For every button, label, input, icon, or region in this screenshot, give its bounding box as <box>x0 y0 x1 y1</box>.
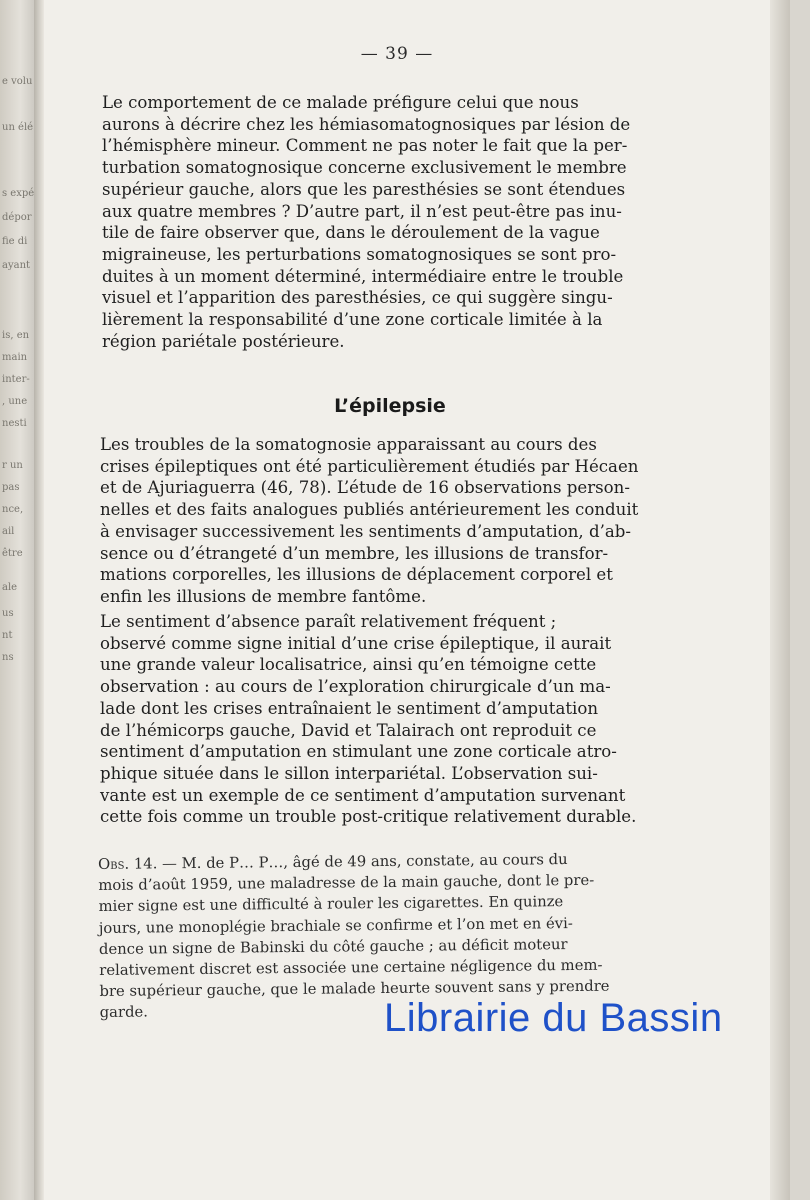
text-line: une grande valeur localisatrice, ainsi qu’en témoigne cette <box>100 655 597 675</box>
prev-page-fragment: ail <box>2 526 15 537</box>
prev-page-fragment: is, en <box>2 330 30 341</box>
text-line: sentiment d’amputation en stimulant une zone corticale atro- <box>100 742 617 762</box>
text-line: mations corporelles, les illusions de déplacement corporel et <box>100 565 613 585</box>
text-line: sence ou d’étrangeté d’un membre, les illusions de transfor- <box>100 543 609 563</box>
text-line: migraineuse, les perturbations somatognosiques se sont pro- <box>102 244 617 264</box>
prev-page-fragment: pas <box>2 482 20 493</box>
text-line: vante est un exemple de ce sentiment d’amputation survenant <box>100 785 626 805</box>
text-line: aurons à décrire chez les hémiasomatognosiques par lésion de <box>102 114 631 134</box>
prev-page-fragment: , une <box>2 396 28 407</box>
page-number: — 39 — <box>360 44 434 64</box>
text-line: tile de faire observer que, dans le déroulement de la vague <box>102 223 600 243</box>
previous-page-edge <box>0 0 34 1200</box>
text-line: lade dont les crises entraînaient le sentiment d’amputation <box>100 698 599 718</box>
observation-line: mier signe est une difficulté à rouler les cigarettes. En quinze <box>98 893 564 916</box>
text-line: cette fois comme un trouble post-critique relativement durable. <box>100 807 637 827</box>
text-line: turbation somatognosique concerne exclusivement le membre <box>102 158 627 178</box>
text-line: et de Ajuriaguerra (46, 78). L’étude de 16 observations person- <box>100 478 630 498</box>
prev-page-fragment: us <box>2 608 14 619</box>
prev-page-fragment: dépor <box>2 212 32 223</box>
observation-line: garde. <box>99 1003 149 1022</box>
text-line: supérieur gauche, alors que les paresthésies se sont étendues <box>102 179 626 199</box>
text-line: visuel et l’apparition des paresthésies, ce qui suggère singu- <box>102 288 613 308</box>
text-line: enfin les illusions de membre fantôme. <box>100 586 427 606</box>
text-line: lièrement la responsabilité d’une zone corticale limitée à la <box>102 310 603 330</box>
prev-page-fragment: nt <box>2 630 13 641</box>
prev-page-fragment: être <box>2 548 23 559</box>
prev-page-fragment: ns <box>2 652 14 663</box>
prev-page-fragment: e volu <box>2 76 33 87</box>
bookseller-watermark: Librairie du Bassin <box>384 996 723 1040</box>
text-line: de l’hémicorps gauche, David et Talairach ont reproduit ce <box>100 720 597 740</box>
text-line: aux quatre membres ? D’autre part, il n’est peut-être pas inu- <box>102 201 622 221</box>
paragraph-somatognosic-behaviour <box>102 92 646 352</box>
prev-page-fragment: s expé <box>2 188 34 199</box>
text-line: phique située dans le sillon interpariétal. L’observation sui- <box>100 763 598 783</box>
observation-line: bre supérieur gauche, que le malade heurte souvent sans y prendre <box>99 977 610 1001</box>
section-heading: L’épilepsie <box>334 395 446 417</box>
text-line: Les troubles de la somatognosie apparaissant au cours des <box>100 435 597 454</box>
text-line: à envisager successivement les sentiments d’amputation, d’ab- <box>100 521 631 541</box>
paragraph-epilepsy-studies <box>100 434 643 608</box>
observation-line: dence un signe de Babinski du côté gauche ; au déficit moteur <box>98 935 568 958</box>
observation-label: Obs. 14. <box>98 855 158 873</box>
prev-page-fragment: main <box>2 352 28 363</box>
observation-line: relativement discret est associée une certaine négligence du mem- <box>99 956 603 980</box>
prev-page-fragment: un élé <box>2 122 34 133</box>
book-gutter <box>34 0 44 1200</box>
prev-page-fragment: inter- <box>2 374 30 385</box>
text-line: observé comme signe initial d’une crise épileptique, il aurait <box>100 633 612 653</box>
observation-line: mois d’août 1959, une maladresse de la main gauche, dont le pre- <box>98 872 595 895</box>
text-line: Le comportement de ce malade préfigure celui que nous <box>102 93 579 112</box>
text-line: crises épileptiques ont été particulièrement étudiés par Hécaen <box>100 456 639 476</box>
text-line: Le sentiment d’absence paraît relativement fréquent ; <box>100 612 557 631</box>
page-edge-shadow <box>770 0 790 1200</box>
text-line: observation : au cours de l’exploration chirurgicale d’un ma- <box>100 677 611 697</box>
prev-page-fragment: nce, <box>2 504 24 515</box>
text-line: l’hémisphère mineur. Comment ne pas noter le fait que la per- <box>102 136 628 156</box>
prev-page-fragment: fie di <box>2 236 28 247</box>
observation-text: — M. de P… P…, âgé de 49 ans, constate, au cours du <box>157 851 568 873</box>
prev-page-fragment: nesti <box>2 418 27 429</box>
prev-page-fragment: ale <box>2 582 18 593</box>
prev-page-fragment: ayant <box>2 260 31 271</box>
text-line: duites à un moment déterminé, intermédiaire entre le trouble <box>102 266 624 286</box>
prev-page-fragment: r un <box>2 460 23 471</box>
text-line: région pariétale postérieure. <box>102 331 345 351</box>
text-line: nelles et des faits analogues publiés antérieurement les conduit <box>100 500 639 520</box>
paragraph-absence-feeling <box>100 611 643 828</box>
observation-line: jours, une monoplégie brachiale se confirme et l’on met en évi- <box>98 914 573 937</box>
